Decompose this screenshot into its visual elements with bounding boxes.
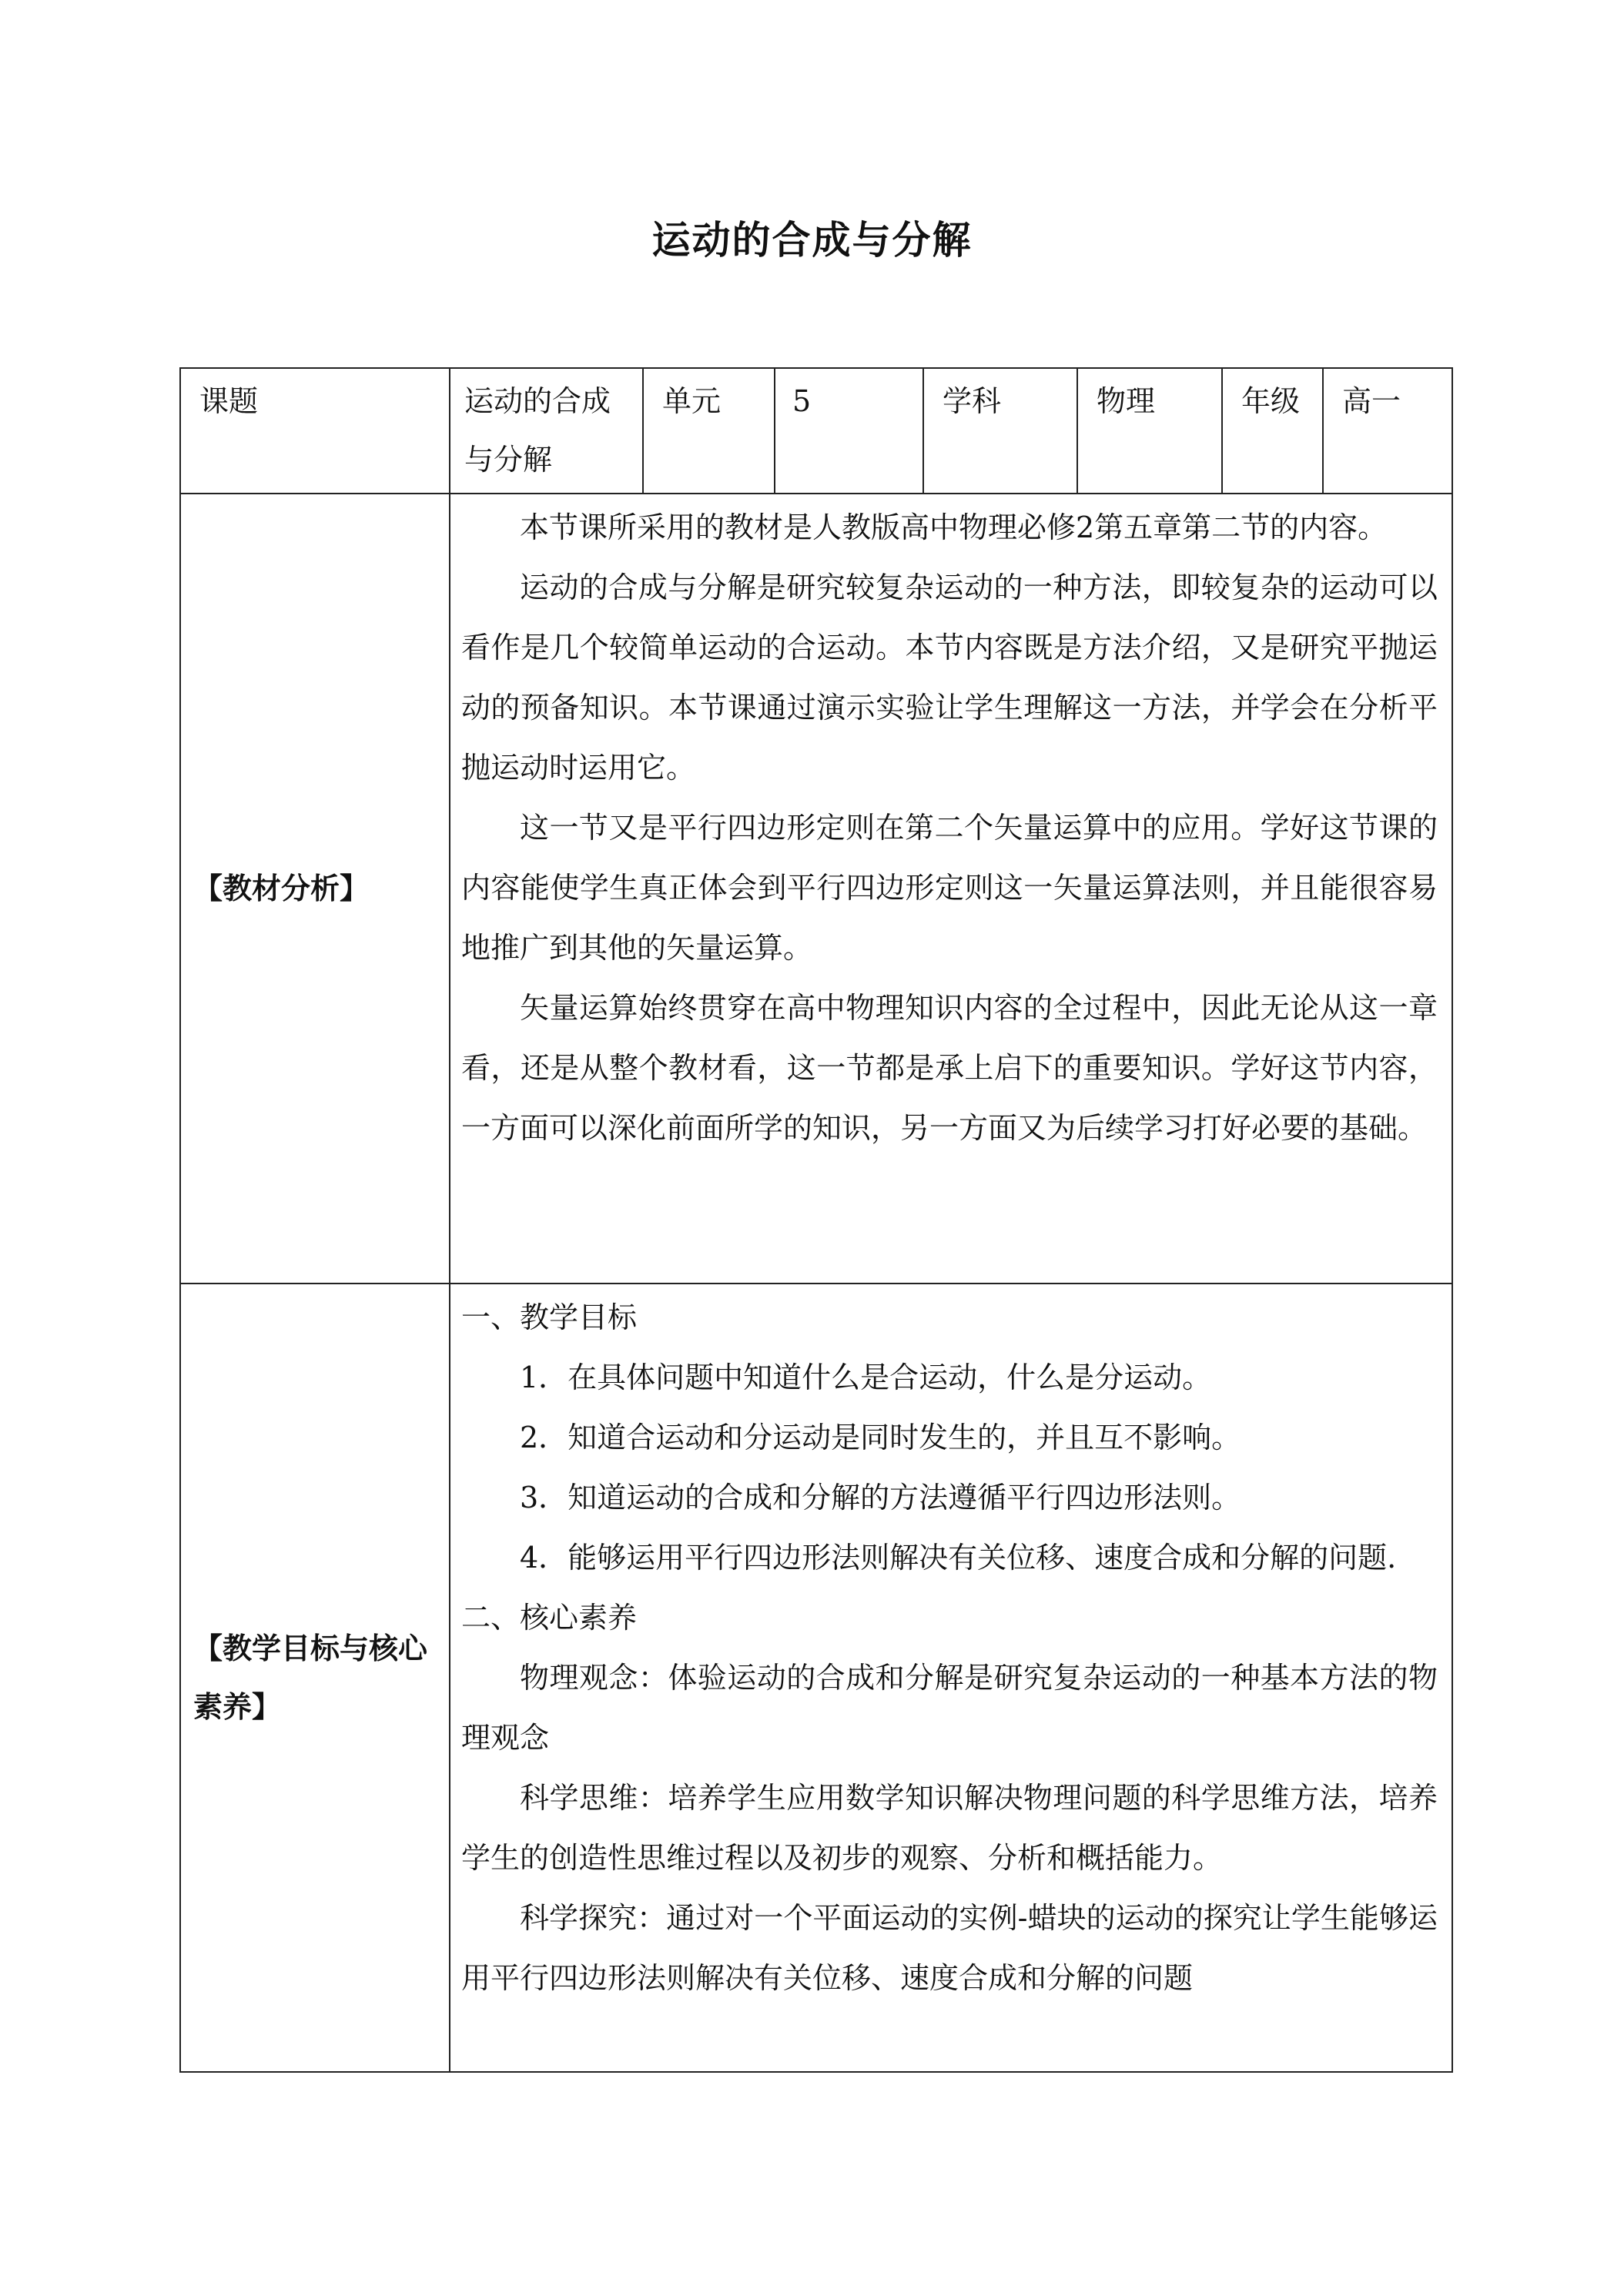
literacy-item: 科学思维：培养学生应用数学知识解决物理问题的科学思维方法，培养学生的创造性思维过程以及初步的观察、分析和概括能力。 [461,1781,1438,1875]
textbook-analysis-row [180,494,1452,1284]
teaching-goals-heading: 一、教学目标 [461,1300,638,1334]
objectives-row [180,1284,1452,2072]
grade-value-cell [1323,368,1452,494]
analysis-paragraph: 这一节又是平行四边形定则在第二个矢量运算中的应用。学好这节课的内容能使学生真正体会到平行四边形定则这一矢量运算法则，并且能很容易地推广到其他的矢量运算。 [461,811,1438,965]
analysis-paragraph: 运动的合成与分解是研究较复杂运动的一种方法，即较复杂的运动可以看作是几个较简单运动的合运动。本节内容既是方法介绍，又是研究平抛运动的预备知识。本节课通过演示实验让学生理解这一方法，并学会在分析平抛运动时运用它。 [461,571,1438,785]
grade-label: 年级 [1241,384,1301,418]
topic-label: 课题 [199,384,259,418]
page-title: 运动的合成与分解 [651,218,973,263]
subject-value-cell [1077,368,1222,494]
textbook-analysis-label: 【教材分析】 [180,494,450,1284]
grade-label-cell [1222,368,1323,494]
objectives-content [450,1284,1452,2072]
literacy-item: 物理观念：体验运动的合成和分解是研究复杂运动的一种基本方法的物理观念 [461,1661,1438,1755]
goal-item: 1．在具体问题中知道什么是合运动，什么是分运动。 [520,1361,1212,1394]
objectives-label: 【教学目标与核心素养】 [180,1284,450,2072]
goal-item: 2．知道合运动和分运动是同时发生的，并且互不影响。 [520,1421,1241,1454]
grade-value: 高一 [1342,384,1401,418]
lesson-plan-table [179,367,1453,2073]
header-row [180,368,1452,494]
unit-value-cell [775,368,923,494]
unit-label: 单元 [662,384,722,418]
analysis-paragraph: 矢量运算始终贯穿在高中物理知识内容的全过程中，因此无论从这一章看，还是从整个教材看，这一节都是承上启下的重要知识。学好这节内容，一方面可以深化前面所学的知识，另一方面又为后续学习打好必要的基础。 [461,991,1438,1145]
unit-label-cell [643,368,775,494]
topic-value: 运动的合成与分解 [464,384,611,477]
topic-value-cell [450,368,643,494]
textbook-analysis-content [450,494,1452,1284]
analysis-paragraph: 本节课所采用的教材是人教版高中物理必修2第五章第二节的内容。 [520,510,1388,544]
topic-label-cell [180,368,450,494]
subject-value: 物理 [1097,384,1156,418]
subject-label: 学科 [943,384,1002,418]
literacy-item: 科学探究：通过对一个平面运动的实例-蜡块的运动的探究让学生能够运用平行四边形法则解决有关位移、速度合成和分解的问题 [461,1901,1438,1995]
core-literacy-heading: 二、核心素养 [461,1601,638,1635]
unit-value: 5 [792,384,812,418]
goal-item: 4．能够运用平行四边形法则解决有关位移、速度合成和分解的问题. [520,1541,1397,1575]
goal-item: 3．知道运动的合成和分解的方法遵循平行四边形法则。 [520,1481,1241,1514]
subject-label-cell [923,368,1077,494]
